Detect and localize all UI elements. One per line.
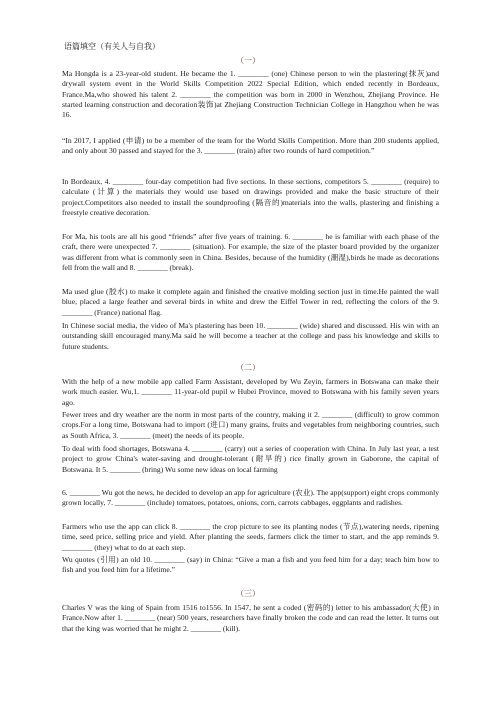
section-2-heading: （二） bbox=[236, 363, 260, 372]
s1-paragraph: “In 2017, I applied (申请) to be a member of the team for the World Skills Competition. More than 200 students applied, and only about 30 passed and stayed for the 3. ________ (train) after two rounds of hard competition.” bbox=[62, 136, 439, 156]
s1-paragraph: In Chinese social media, the video of Ma's plastering has been 10. ________ (wide) shared and discussed. His win with an outstanding skill encouraged many.Ma said he will become a teacher at the college and pass his knowledge and skills to future students. bbox=[62, 321, 439, 351]
section-1-heading: （一） bbox=[236, 56, 260, 65]
s1-paragraph: In Bordeaux, 4. ________ four-day competition had five sections. In these sections, competitors 5. ________ (require) to calculate (计算) the materials they would use based on drawings provided and make the basic structure of their project.Competitors also needed to install the soundproofing (隔音的)materials into the walls, plastering and finishing a freestyle creative decoration. bbox=[62, 177, 439, 218]
s1-paragraph: For Ma, his tools are all his good “friends” after five years of training. 6. ________ he is familiar with each phase of the craft, there were unexpected 7. ________ (situation). For example, the size of the plaster board provided by the organizer was different from what is commonly seen in China. Besides, because of the humidity (潮湿),birds he made as decorations fell from the wall and 8. ________ (break). bbox=[62, 232, 439, 273]
s2-paragraph: 6. ________ Wu got the news, he decided to develop an app for agriculture (农业). The app(support) eight crops commonly grown locally, 7. ________ (include) tomatoes, potatoes, onions, corn, carrots cabbages, eggplants and radishes. bbox=[62, 488, 439, 508]
worksheet-title: 语篇填空（有关人与自我） bbox=[64, 42, 160, 51]
s2-paragraph: With the help of a new mobile app called Farm Assistant, developed by Wu Zeyin, farmers in Botswana can make their work much easier. Wu,1. ________ 11-year-old pupil w Hubei Province, moved to Botswana with his family seven years ago. bbox=[62, 377, 439, 407]
s1-paragraph: Ma used glue (胶水) to make it complete again and finished the creative molding section just in time.He painted the wall blue, placed a large feather and several birds in white and drew the Eiffel Tower in red, reflecting the colors of the 9. ________ (France) national flag. bbox=[62, 287, 439, 317]
s2-paragraph: Fewer trees and dry weather are the norm in most parts of the country, making it 2. ________ (difficult) to grow common crops.For a long time, Botswana had to import (进口) many grains, fruits and vegetables from neighboring countries, such as South Africa, 3. ________ (meet) the needs of its people. bbox=[62, 410, 439, 440]
s2-paragraph: Wu quotes (引用) an old 10. ________ (say) in China: “Give a man a fish and you feed him for a day; teach him how to fish and you feed him for a lifetime.” bbox=[62, 555, 439, 575]
s3-paragraph: Charles V was the king of Spain from 1516 to1556. In 1547, he sent a coded (密码的) letter to his ambassador(大使) in France.Now after 1. ________ (near) 500 years, researchers have finally broken the code and can read the letter. It turns out that the king was worried that he might 2. ________ (kill). bbox=[62, 603, 439, 633]
s1-paragraph: Ma Hongda is a 23-year-old student. He became the 1. ________ (one) Chinese person to win the plastering(抹灰)and drywall system event in the World Skills Competition 2022 Special Edition, which ended recently in Bordeaux, France.Ma,who showed his talent 2. ________ the competition was born in 2000 in Wenzhou, Zhejiang Province. He started learning construction and decoration装饰)at Zhejiang Construction Technician College in Hangzhou when he was 16. bbox=[62, 69, 439, 120]
section-3-heading: （三） bbox=[236, 589, 260, 598]
s2-paragraph: To deal with food shortages, Botswana 4. ________ (carry) out a series of cooperation with China. In July last year, a test project to grow China's water-saving and drought-tolerant (耐旱的) rice finally grown in Gaborone, the capital of Botswana. It 5. ________ (bring) Wu some new ideas on local farming bbox=[62, 444, 439, 474]
s2-paragraph: Farmers who use the app can click 8. ________ the crop picture to see its planting nodes (节点),watering needs, ripening time, seed price, selling price and yield. After planting the seeds, farmers click the timer to start, and the app reminds 9. ________ (they) what to do at each step. bbox=[62, 522, 439, 552]
